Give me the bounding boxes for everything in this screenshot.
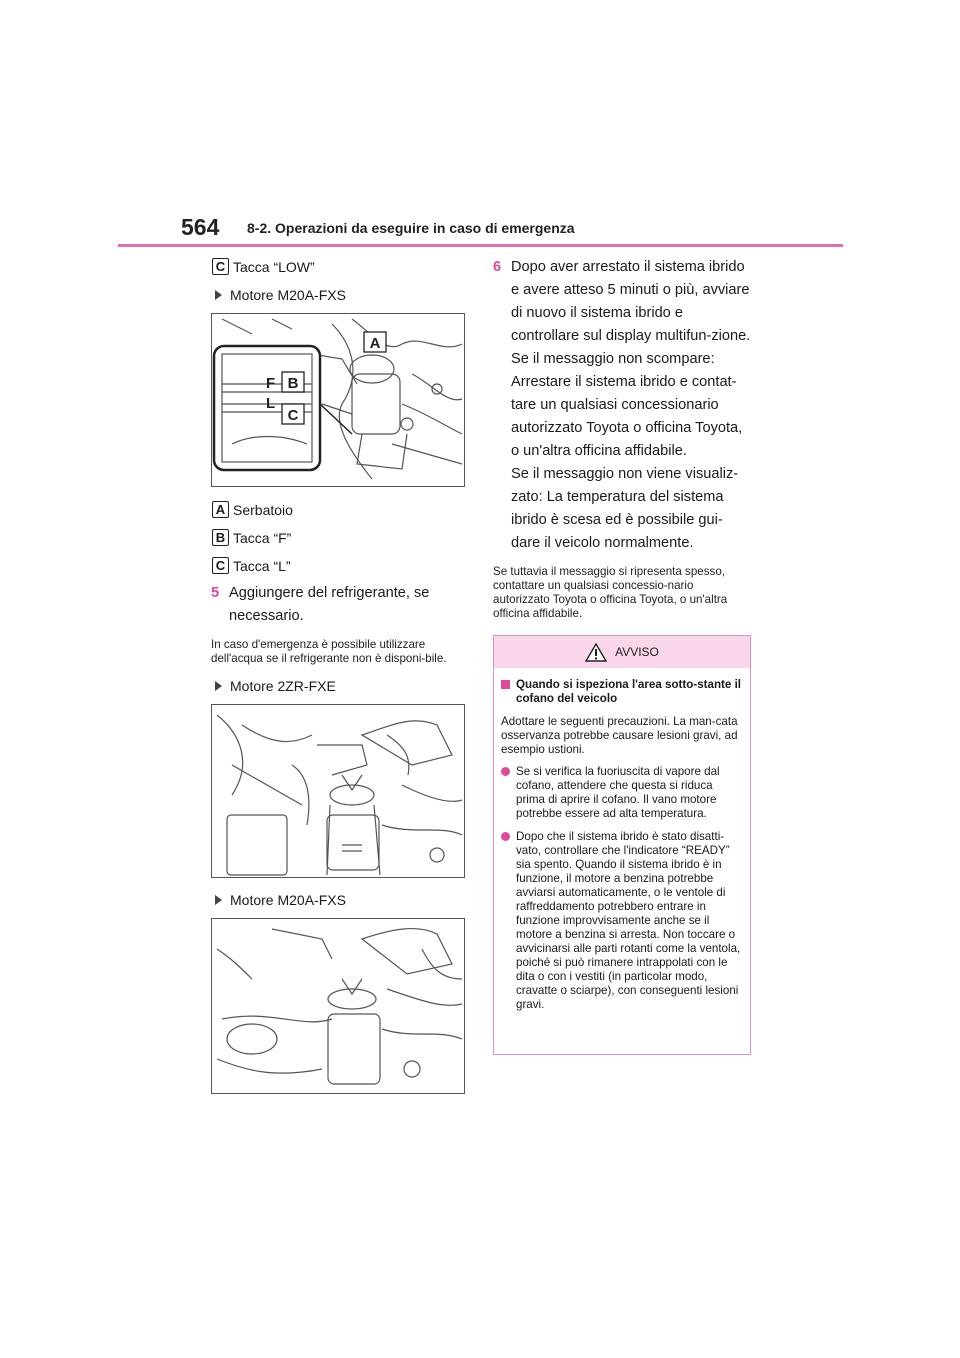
legend-label: Tacca “L” bbox=[233, 557, 291, 574]
right-column bbox=[493, 256, 751, 627]
warning-box bbox=[493, 635, 751, 1055]
warning-subtitle bbox=[501, 678, 742, 706]
label-box: C bbox=[212, 557, 229, 574]
warning-item-text: Se si verifica la fuoriuscita di vapore dal cofano, attendere che questa si riduca prima di aprire il cofano. Il vano motore potrebbe essere ad alta temperatura. bbox=[516, 765, 720, 820]
engine-heading-m20a-2 bbox=[215, 892, 467, 908]
label-box: B bbox=[212, 529, 229, 546]
engine-heading-label: Motore M20A-FXS bbox=[230, 892, 346, 908]
warning-triangle-icon bbox=[585, 643, 607, 662]
emergency-water-note: In caso d'emergenza è possibile utilizzare dell'acqua se il refrigerante non è disponi-bile. bbox=[211, 638, 447, 665]
legend-item-l-mark bbox=[211, 557, 467, 574]
section-title: 8-2. Operazioni da eseguire in caso di emergenza bbox=[247, 220, 575, 236]
callout-b: B bbox=[287, 375, 299, 392]
warning-body bbox=[494, 668, 750, 1012]
step-6-case-persists: Se il messaggio non scompare: Arrestare il sistema ibrido e contat-tare un qualsiasi concessionario autorizzato Toyota o officina Toyota, o un'altra officina affidabile. bbox=[511, 351, 743, 459]
figure-adding-coolant-m20a bbox=[211, 918, 465, 1094]
engine-heading-m20a-1 bbox=[215, 287, 467, 303]
page-number: 564 bbox=[181, 214, 220, 240]
callout-a: A bbox=[369, 335, 381, 352]
triangle-bullet-icon bbox=[215, 895, 222, 905]
step-text: Aggiungere del refrigerante, se necessario. bbox=[229, 585, 430, 624]
repeat-message-note: Se tuttavia il messaggio si ripresenta spesso, contattare un qualsiasi concessio-nario autorizzato Toyota o officina Toyota, o un'altra officina affidabile. bbox=[493, 565, 728, 620]
round-bullet-icon bbox=[501, 832, 510, 841]
figure-coolant-reservoir-m20a bbox=[211, 313, 465, 487]
engine-heading-2zr bbox=[215, 678, 467, 694]
callout-c: C bbox=[287, 407, 299, 424]
triangle-bullet-icon bbox=[215, 290, 222, 300]
legend-item-f-mark bbox=[211, 529, 467, 546]
mark-f: F bbox=[266, 375, 276, 392]
step-number: 6 bbox=[493, 259, 502, 275]
label-box: A bbox=[212, 501, 229, 518]
engine-illustration-3 bbox=[212, 919, 465, 1094]
legend-label: Tacca “LOW” bbox=[233, 258, 315, 275]
triangle-bullet-icon bbox=[215, 681, 222, 691]
engine-illustration-2 bbox=[212, 705, 465, 878]
square-bullet-icon bbox=[501, 680, 510, 689]
step-number: 5 bbox=[211, 585, 220, 601]
warning-item bbox=[501, 765, 742, 821]
warning-item-text: Dopo che il sistema ibrido è stato disatti-vato, controllare che l'indicatore “READY” sia spento. Quando il sistema ibrido è in funzione, il motore a benzina potrebbe avviarsi automaticamente, o le ventole di raffreddamento potrebbero entrare in funzione improvvisamente anche se il motore a benzina si arresta. Non toccare o avvicinarsi alle parti rotanti come la ventola, poiché si può rimanere intrappolati con le dita o con i vestiti (in particolar modo, cravatte o sciarpe), con conseguenti lesioni gravi. bbox=[516, 830, 741, 1011]
left-column bbox=[211, 258, 467, 1094]
figure-adding-coolant-2zr bbox=[211, 704, 465, 878]
warning-header bbox=[494, 636, 750, 668]
legend-item-low-mark bbox=[211, 258, 467, 275]
legend-label: Serbatoio bbox=[233, 501, 293, 518]
legend-label: Tacca “F” bbox=[233, 529, 292, 546]
step-text bbox=[511, 256, 751, 555]
step-6-main: Dopo aver arrestato il sistema ibrido e avere atteso 5 minuti o più, avviare di nuovo il sistema ibrido e controllare sul display multifun-zione. bbox=[511, 259, 751, 344]
legend-item-reservoir bbox=[211, 501, 467, 518]
step-6 bbox=[493, 256, 751, 555]
mark-l: L bbox=[266, 395, 276, 412]
warning-item bbox=[501, 830, 742, 1012]
step-5 bbox=[211, 582, 467, 628]
warning-title: AVVISO bbox=[615, 645, 659, 659]
warning-intro: Adottare le seguenti precauzioni. La man-cata osservanza potrebbe causare lesioni gravi, ad esempio ustioni. bbox=[501, 715, 738, 756]
step-6-case-clears: Se il messaggio non viene visualiz-zato: La temperatura del sistema ibrido è scesa ed è possibile gui-dare il veicolo normalmente. bbox=[511, 466, 739, 551]
engine-illustration-1 bbox=[212, 314, 465, 487]
warning-subtitle-text: Quando si ispeziona l'area sotto-stante il cofano del veicolo bbox=[516, 678, 742, 705]
label-box: C bbox=[212, 258, 229, 275]
engine-heading-label: Motore 2ZR-FXE bbox=[230, 678, 336, 694]
engine-heading-label: Motore M20A-FXS bbox=[230, 287, 346, 303]
header-rule bbox=[118, 244, 843, 247]
round-bullet-icon bbox=[501, 767, 510, 776]
